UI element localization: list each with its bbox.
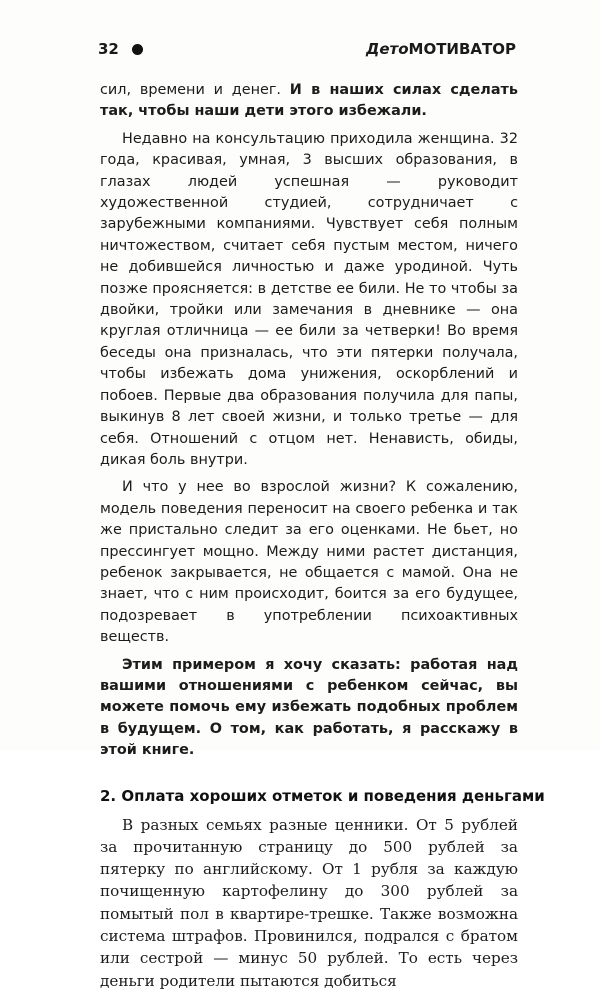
running-title-italic: Дето <box>365 40 409 58</box>
page-header <box>98 40 516 62</box>
paragraph-2: Недавно на консультацию приходила женщина. 32 года, красивая, умная, 3 высших образования, в глазах людей успешная — руководит художественной студией, сотрудничает с зарубежными компаниями. Чувствует себя полным ничтожеством, считает себя пустым местом, ничего не добившейся личностью и даже уродиной. Чуть позже проясняется: в детстве ее били. Не то чтобы за двойки, тройки или замечания в дневнике — она круглая отличница — ее били за четверки! Во время беседы она призналась, что эти пятерки получала, чтобы избежать дома унижения, оскорблений и побоев. Первые два образования получила для папы, выкинув 8 лет своей жизни, и только третье — для себя. Отношений с отцом нет. Ненависть, обиды, дикая боль внутри. <box>100 130 518 468</box>
running-title-bold: МОТИВАТОР <box>408 40 516 58</box>
section-body <box>100 814 518 992</box>
section-heading: 2. Оплата хороших отметок и поведения деньгами <box>100 786 545 805</box>
paragraph-1 <box>100 80 518 123</box>
page-number: 32 <box>98 40 119 58</box>
paragraph-3: И что у нее во взрослой жизни? К сожалению, модель поведения переносит на своего ребенка и так же пристально следит за его оценками. Не бьет, но прессингует мощно. Между ними растет дистанция, ребенок закрывается, не общается с мамой. Она не знает, что с ним происходит, боится за его будущее, подозревает в употреблении психоактивных веществ. <box>100 479 518 646</box>
header-bullet-icon <box>132 44 143 55</box>
paragraph-4: Этим примером я хочу сказать: работая над вашими отношениями с ребенком сейчас, вы можете помочь ему избежать подобных проблем в будущем. О том, как работать, я расскажу в этой книге. <box>100 656 518 759</box>
paragraph-1-bold: И в наших силах сделать так, чтобы наши дети этого избежали. <box>100 82 518 120</box>
paragraph-1-regular: сил, времени и денег. <box>100 82 290 98</box>
page-body <box>100 80 545 998</box>
running-title <box>366 40 516 58</box>
paragraph-5: В разных семьях разные ценники. От 5 рублей за прочитанную страницу до 500 рублей за пятерку по английскому. От 1 рубля за каждую почищенную картофелину до 300 рублей за помытый пол в квартире-трешке. Также возможна система штрафов. Провинился, подрался с братом или сестрой — минус 50 рублей. То есть через деньги родители пытаются добиться <box>100 815 518 990</box>
